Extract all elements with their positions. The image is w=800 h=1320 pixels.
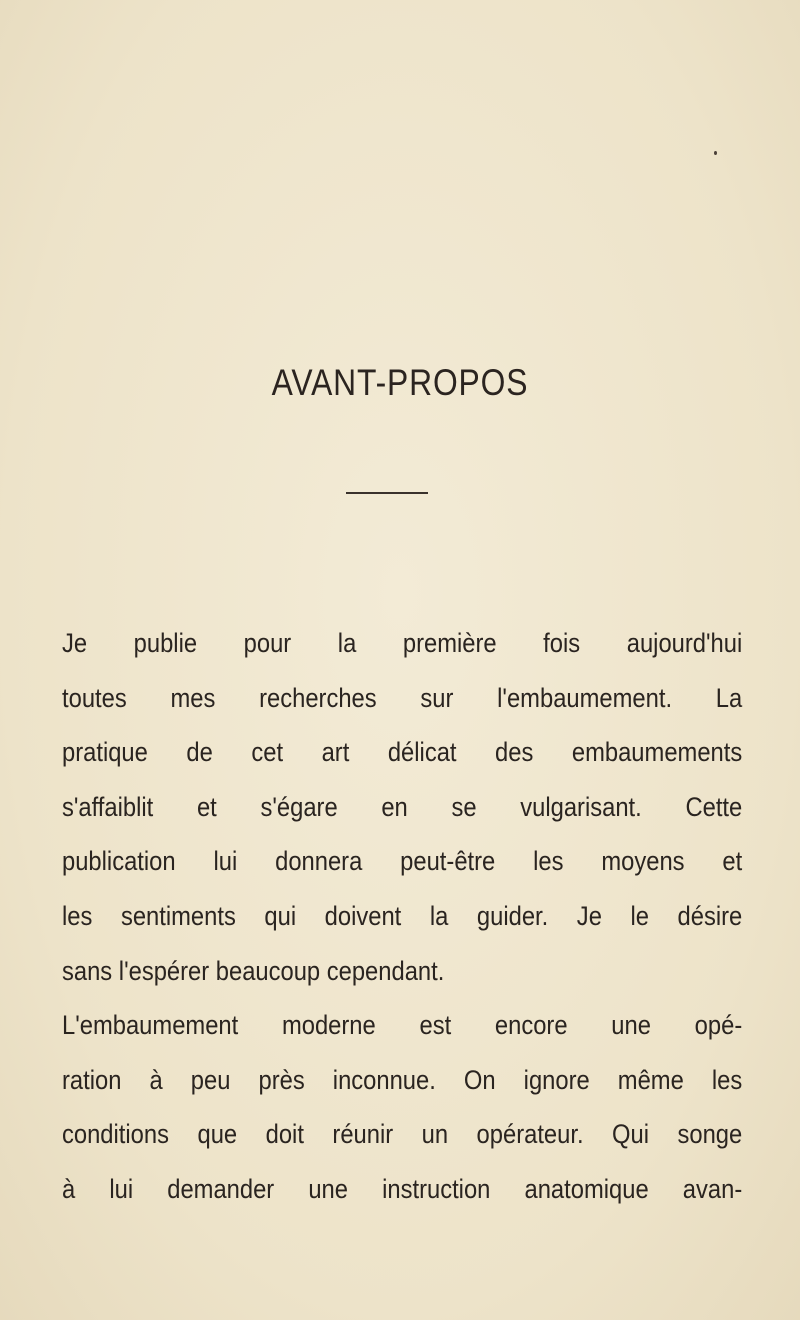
text-line-5: publication lui donnera peut-être les moyens et: [62, 846, 743, 877]
page-title: AVANT-PROPOS: [271, 362, 529, 403]
text-line-9: ration à peu près inconnue. On ignore même les: [62, 1064, 743, 1095]
text-line-1: Je publie pour la première fois aujourd'hui: [62, 628, 743, 658]
ink-speck: [714, 151, 717, 155]
text-line-3: pratique de cet art délicat des embaumements: [62, 737, 743, 768]
text-line-11: à lui demander une instruction anatomique avan-: [62, 1173, 743, 1204]
text-line-2: toutes mes recherches sur l'embaumement. La: [62, 682, 743, 713]
text-line-10: conditions que doit réunir un opérateur. Qui songe: [62, 1119, 743, 1150]
text-line-7: sans l'espérer beaucoup cependant.: [62, 955, 445, 986]
text-line-6: les sentiments qui doivent la guider. Je le désire: [62, 900, 743, 931]
body-text: [62, 616, 742, 1217]
title-rule: [346, 492, 428, 494]
text-line-4: s'affaiblit et s'égare en se vulgarisant. Cette: [62, 791, 743, 822]
text-line-8: L'embaumement moderne est encore une opé-: [62, 1010, 743, 1041]
